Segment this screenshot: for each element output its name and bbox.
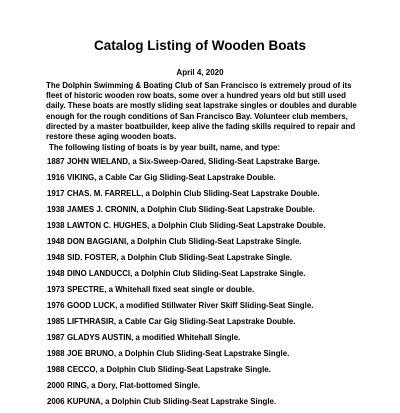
boat-year: 1988 [47,349,65,358]
boat-year: 1976 [47,301,65,310]
boat-entry [47,253,326,269]
boat-entry [47,317,326,333]
boat-entry [47,157,326,173]
boat-entry [47,365,326,381]
boat-year: 1916 [47,173,65,182]
list-intro: The following listing of boats is by year built, name, and type: [49,143,281,152]
boat-year: 1948 [47,269,65,278]
boat-entry [47,269,326,285]
boat-description: JOE BRUNO, a Dolphin Club Sliding-Seat Lapstrake Single. [67,349,290,358]
boat-year: 2000 [47,381,65,390]
boat-entry [47,301,326,317]
boat-year: 1948 [47,253,65,262]
boat-list [47,157,326,413]
boat-description: GLADYS AUSTIN, a modified Whitehall Single. [67,333,241,342]
document-date: April 4, 2020 [176,68,224,77]
boat-year: 1938 [47,205,65,214]
boat-description: CECCO, a Dolphin Club Sliding-Seat Lapstrake Single. [67,365,271,374]
boat-entry [47,205,326,221]
boat-description: SPECTRE, a Whitehall fixed seat single or double. [67,285,255,294]
boat-description: LIFTHRASIR, a Cable Car Gig Sliding-Seat Lapstrake Double. [67,317,296,326]
boat-description: GOOD LUCK, a modified Stillwater River Skiff Sliding-Seat Single. [67,301,314,310]
boat-year: 1938 [47,221,65,230]
boat-year: 1988 [47,365,65,374]
boat-description: VIKING, a Cable Car Gig Sliding-Seat Lapstrake Double. [67,173,276,182]
boat-entry [47,349,326,365]
boat-description: DON BAGGIANI, a Dolphin Club Sliding-Seat Lapstrake Single. [67,237,302,246]
boat-description: KUPUNA, a Dolphin Club Sliding-Seat Lapstrake Single. [67,397,277,406]
boat-description: JAMES J. CRONIN, a Dolphin Club Sliding-Seat Lapstrake Double. [67,205,315,214]
boat-year: 2006 [47,397,65,406]
boat-entry [47,381,326,397]
boat-description: DINO LANDUCCI, a Dolphin Club Sliding-Seat Lapstrake Single. [67,269,306,278]
boat-entry [47,285,326,301]
boat-year: 1987 [47,333,65,342]
boat-entry [47,173,326,189]
boat-year: 1973 [47,285,65,294]
boat-description: SID. FOSTER, a Dolphin Club Sliding-Seat Lapstrake Single. [67,253,292,262]
boat-description: CHAS. M. FARRELL, a Dolphin Club Sliding-Seat Lapstrake Double. [67,189,320,198]
boat-year: 1985 [47,317,65,326]
boat-description: JOHN WIELAND, a Six-Sweep-Oared, Sliding-Seat Lapstrake Barge. [67,157,321,166]
boat-entry [47,189,326,205]
boat-description: RING, a Dory, Flat-bottomed Single. [67,381,201,390]
intro-paragraph: The Dolphin Swimming & Boating Club of San Francisco is extremely proud of its fleet of historic wooden row boats, some over a hundred years old but still used daily. These boats are mostly sliding seat lapstrake singles or doubles and durable enough for the rough conditions of San Francisco Bay. Volunteer club members, directed by a master boatbuilder, keep alive the fading skills required to repair and restore these aging wooden boats. [46,81,357,142]
boat-year: 1887 [47,157,65,166]
boat-entry [47,237,326,253]
boat-entry [47,333,326,349]
boat-description: LAWTON C. HUGHES, a Dolphin Club Sliding-Seat Lapstrake Double. [67,221,326,230]
boat-entry [47,397,326,413]
document-title: Catalog Listing of Wooden Boats [94,38,306,53]
boat-entry [47,221,326,237]
boat-year: 1917 [47,189,65,198]
boat-year: 1948 [47,237,65,246]
